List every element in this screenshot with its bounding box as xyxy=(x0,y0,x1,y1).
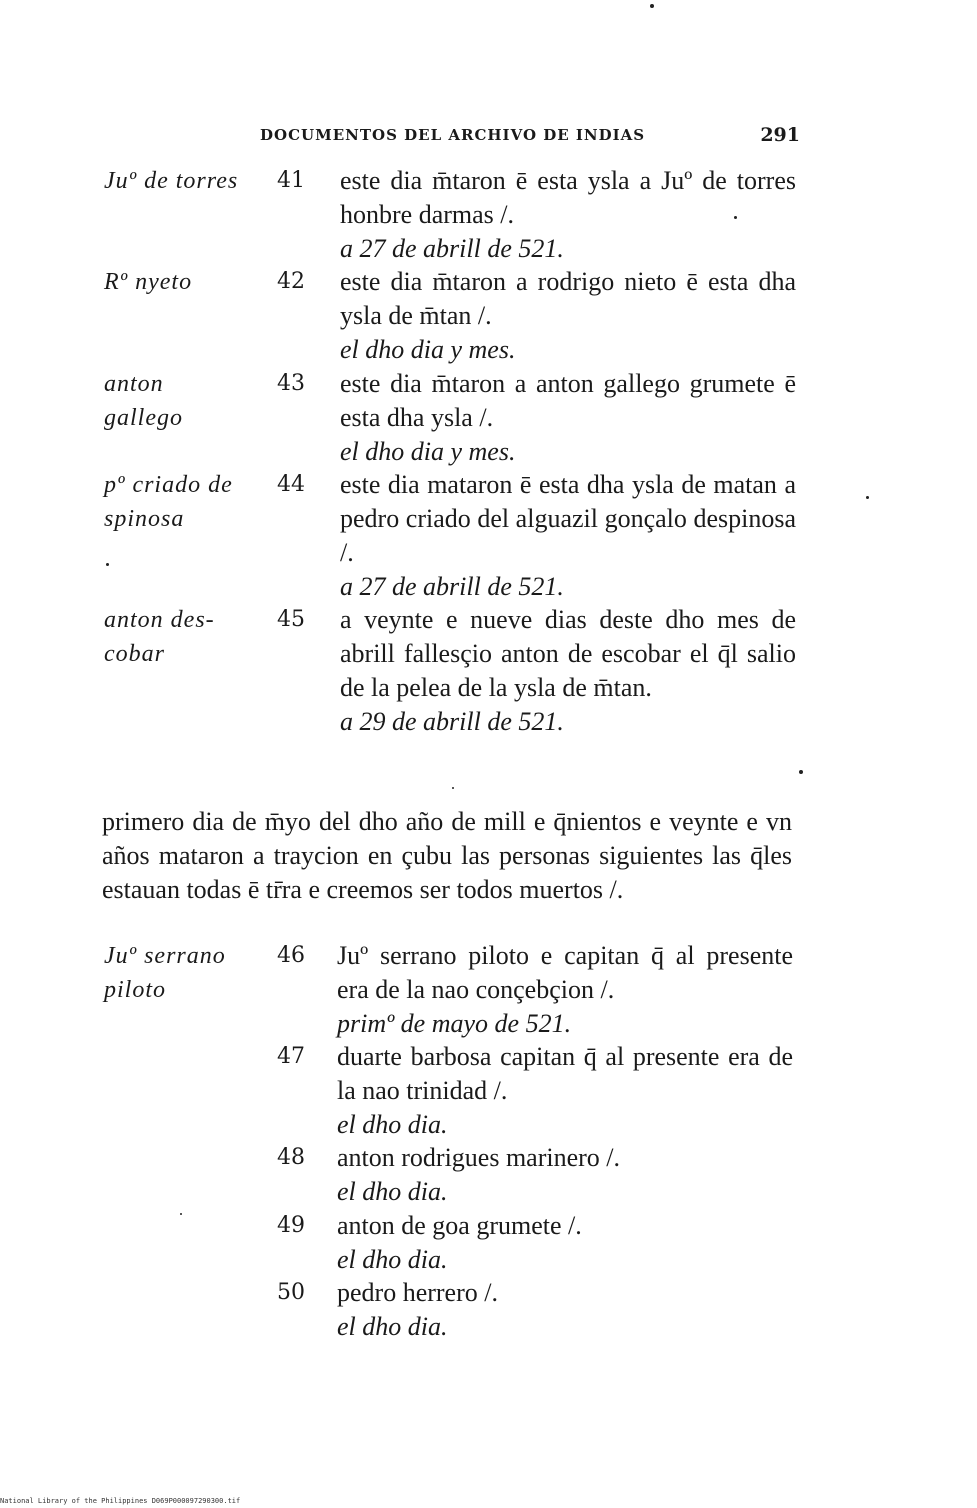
entry-date: el dho dia. xyxy=(337,1177,448,1206)
entry-number: 49 xyxy=(277,1213,305,1238)
entry-body: este dia m̄taron a anton gallego grumete ē esta dha ysla /. xyxy=(340,369,796,432)
entry-text xyxy=(337,1141,793,1209)
entry-number: 45 xyxy=(277,607,305,632)
entry-body: este dia mataron ē esta dha ysla de matan a pedro criado del alguazil gonçalo despinosa /. xyxy=(340,470,796,567)
entry-name: anton gallego xyxy=(104,371,183,431)
entry-date: el dho dia. xyxy=(337,1245,448,1274)
running-header xyxy=(260,126,800,150)
entry-body: anton de goa grumete /. xyxy=(337,1211,582,1240)
entry-text xyxy=(340,265,796,367)
entry-text xyxy=(337,1209,793,1277)
entry-text xyxy=(340,603,796,739)
entry-number: 46 xyxy=(277,943,305,968)
entry-number: 41 xyxy=(277,168,305,193)
entry-number: 44 xyxy=(277,472,305,497)
entry-date: a 27 de abrill de 521. xyxy=(340,572,564,601)
entry-text xyxy=(337,939,793,1041)
entry-text xyxy=(337,1276,793,1344)
entry-body: anton rodrigues marinero /. xyxy=(337,1143,621,1172)
entry-body: este dia m̄taron a rodrigo nieto ē esta dha ysla de m̄tan /. xyxy=(340,267,796,330)
entry-number: 42 xyxy=(277,269,305,294)
entry-body: Juº serrano piloto e capitan q̄ al presente era de la nao conçebçion /. xyxy=(337,941,793,1004)
entry-date: a 27 de abrill de 521. xyxy=(340,234,564,263)
scan-speck xyxy=(180,1213,182,1215)
entry-date: el dho dia y mes. xyxy=(340,437,516,466)
entry-body: este dia m̄taron ē esta ysla a Juº de torres honbre darmas /. xyxy=(340,166,796,229)
entry-date: a 29 de abrill de 521. xyxy=(340,707,564,736)
entry-date: primº de mayo de 521. xyxy=(337,1009,572,1038)
entry-name: Rº nyeto xyxy=(104,269,193,295)
scan-speck xyxy=(799,770,803,774)
entry-name: anton des-cobar xyxy=(104,607,215,667)
entry-date: el dho dia. xyxy=(337,1110,448,1139)
entry-text xyxy=(340,468,796,604)
entry-number: 50 xyxy=(277,1280,305,1305)
entry-body: duarte barbosa capitan q̄ al presente era de la nao trinidad /. xyxy=(337,1042,793,1105)
body-paragraph: primero dia de m̄yo del dho año de mill e q̄nientos e veynte e vn años mataron a traycion en çubu las personas siguientes las q̄les estauan todas ē tr̄ra e creemos ser todos muertos /. xyxy=(102,807,792,904)
entry-text xyxy=(340,164,796,266)
entry-name: pº criado de spinosa xyxy=(104,472,233,532)
entry-body: a veynte e nueve dias deste dho mes de abrill fallesçio anton de escobar el q̄l salio de la pelea de la ysla de m̄tan. xyxy=(340,605,796,702)
entry-number: 47 xyxy=(277,1044,305,1069)
entry-date: el dho dia y mes. xyxy=(340,335,516,364)
scan-speck xyxy=(106,563,109,566)
entry-number: 48 xyxy=(277,1145,305,1170)
page-number: 291 xyxy=(760,124,800,146)
scan-speck xyxy=(866,496,869,499)
entry-body: pedro herrero /. xyxy=(337,1278,498,1307)
entry-text xyxy=(337,1040,793,1142)
entry-text xyxy=(340,367,796,469)
entry-name: Juº de torres xyxy=(104,168,239,194)
scan-footer: National Library of the Philippines D069P000097290300.tif xyxy=(0,1497,241,1505)
entry-name: Juº serrano piloto xyxy=(104,943,226,1003)
entry-date: el dho dia. xyxy=(337,1312,448,1341)
entry-number: 43 xyxy=(277,371,305,396)
scan-speck xyxy=(452,787,454,789)
running-title: DOCUMENTOS DEL ARCHIVO DE INDIAS xyxy=(260,126,646,144)
scan-speck xyxy=(650,4,654,8)
scan-speck xyxy=(734,216,737,219)
